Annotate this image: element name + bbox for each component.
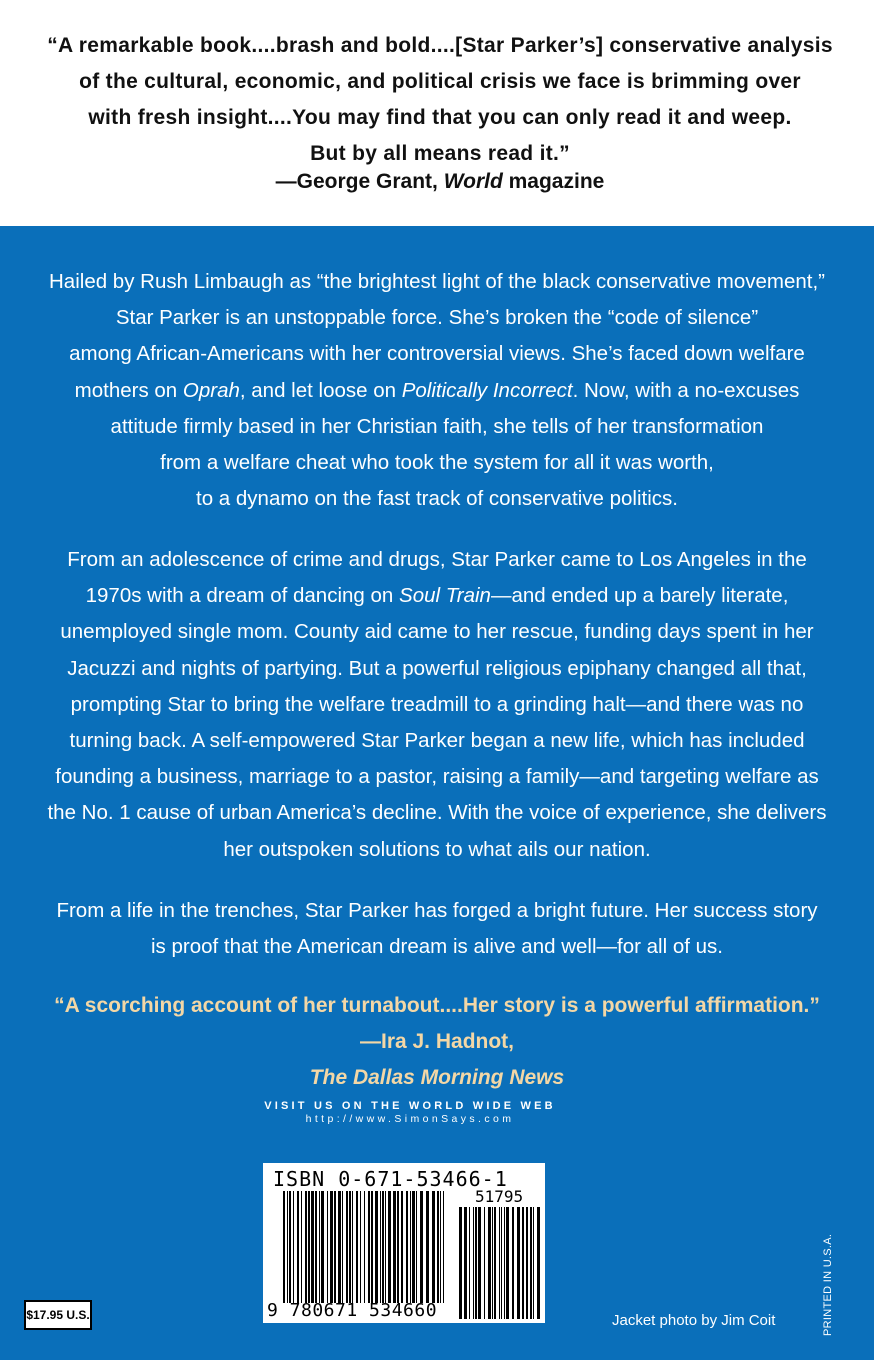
barcode-bar	[406, 1191, 408, 1303]
price-box: $17.95 U.S.	[24, 1300, 92, 1330]
printed-in-usa: PRINTED IN U.S.A.	[822, 1233, 834, 1336]
barcode-bars	[263, 1163, 545, 1323]
barcode-bar	[342, 1191, 343, 1303]
barcode-bar	[321, 1191, 324, 1303]
text-run: , and let loose on	[239, 378, 402, 402]
barcode-bar	[492, 1207, 493, 1319]
barcode-bar	[512, 1207, 514, 1319]
barcode-bar	[504, 1207, 505, 1319]
barcode-bar	[412, 1191, 415, 1303]
text-run: mothers on	[74, 378, 183, 402]
barcode-bar	[380, 1191, 381, 1303]
barcode-bar	[283, 1191, 285, 1303]
text-run: . Now, with a no-excuses	[572, 378, 800, 402]
paragraph-line: turning back. A self-empowered Star Parker began a new life, which has included	[69, 729, 805, 753]
paragraph-line: From a life in the trenches, Star Parker has forged a bright future. Her success story	[56, 899, 818, 922]
paragraph-line: unemployed single mom. County aid came to her rescue, funding days spent in her	[60, 620, 814, 644]
barcode-bar	[499, 1207, 500, 1319]
show-title-oprah: Oprah	[182, 378, 240, 402]
barcode-bar	[346, 1191, 348, 1303]
barcode-bar	[334, 1191, 336, 1303]
barcode-bar	[308, 1191, 310, 1303]
paragraph-line: From an adolescence of crime and drugs, Star Parker came to Los Angeles in the	[67, 548, 807, 571]
barcode-bar	[319, 1191, 320, 1303]
paragraph-line: attitude firmly based in her Christian faith, she tells of her transformation	[110, 414, 764, 438]
paragraph-line: Jacuzzi and nights of partying. But a powerful religious epiphany changed all that,	[67, 656, 807, 680]
paragraph-line: among African-Americans with her controversial views. She’s faced down welfare	[69, 342, 805, 366]
barcode-bar	[356, 1191, 358, 1303]
barcode-bar	[443, 1191, 444, 1303]
attribution-prefix: —Ira J. Hadnot,	[359, 1030, 515, 1053]
text-run: —and ended up a barely literate,	[490, 584, 789, 608]
paragraph-line: her outspoken solutions to what ails our nation.	[223, 837, 651, 861]
barcode-bar	[432, 1191, 435, 1303]
barcode-bar	[287, 1191, 288, 1303]
website-url[interactable]: http://www.SimonSays.com	[305, 1113, 515, 1125]
description-paragraph-2	[20, 542, 854, 868]
paragraph-line: to a dynamo on the fast track of conservative politics.	[196, 487, 678, 511]
barcode-bar	[393, 1191, 396, 1303]
barcode-bar	[382, 1191, 384, 1303]
addon-bars	[459, 1207, 540, 1319]
barcode-bar	[475, 1207, 477, 1319]
barcode-bar	[385, 1191, 386, 1303]
top-quote-line: But by all means read it.”	[310, 142, 570, 165]
barcode-bar	[368, 1191, 370, 1303]
barcode-bar	[289, 1191, 291, 1303]
barcode-bar	[360, 1191, 361, 1303]
barcode-bar	[478, 1207, 481, 1319]
barcode-bar	[533, 1207, 534, 1319]
barcode-bar	[397, 1191, 399, 1303]
paragraph-line: prompting Star to bring the welfare treadmill to a grinding halt—and there was no	[70, 692, 804, 716]
barcode-bar	[305, 1191, 307, 1303]
website-block	[0, 1100, 820, 1125]
top-quote-line: “A remarkable book....brash and bold....[Star Parker’s] conservative analysis	[47, 34, 833, 57]
barcode-bar	[526, 1207, 528, 1319]
right-edge-margin	[874, 226, 880, 1360]
barcode-bar	[437, 1191, 439, 1303]
barcode-bar	[364, 1191, 365, 1303]
description-paragraph-3	[20, 893, 854, 965]
bottom-quote-attribution	[20, 1024, 854, 1096]
barcode-bar	[426, 1191, 429, 1303]
barcode-bar	[330, 1191, 333, 1303]
barcode-bar	[410, 1191, 411, 1303]
barcode-bar	[311, 1191, 314, 1303]
barcode-bar	[293, 1191, 294, 1303]
photo-credit: Jacket photo by Jim Coit	[612, 1312, 776, 1329]
attribution-prefix: —George Grant,	[275, 170, 444, 193]
bottom-quote-line: “A scorching account of her turnabout....Her story is a powerful affirmation.”	[54, 994, 820, 1017]
barcode-bar	[464, 1207, 467, 1319]
barcode-bar	[440, 1191, 441, 1303]
barcode-bar	[484, 1207, 485, 1319]
barcode-bar	[388, 1191, 391, 1303]
barcode-bar	[349, 1191, 351, 1303]
barcode-bar	[459, 1207, 462, 1319]
barcode-bar	[352, 1191, 353, 1303]
barcode-bar	[522, 1207, 524, 1319]
paragraph-line: from a welfare cheat who took the system for all it was worth,	[160, 451, 714, 475]
text-run: 1970s with a dream of dancing on	[85, 584, 400, 608]
top-quote-line: of the cultural, economic, and political crisis we face is brimming over	[79, 70, 801, 93]
barcode-bar	[416, 1191, 417, 1303]
barcode-bar	[501, 1207, 502, 1319]
top-review-section	[0, 0, 880, 226]
barcode-bar	[375, 1191, 378, 1303]
barcode-bar	[469, 1207, 470, 1319]
paragraph-line: the No. 1 cause of urban America’s decline. With the voice of experience, she delivers	[47, 801, 827, 825]
top-review-attribution	[30, 170, 850, 194]
isbn-barcode	[263, 1163, 545, 1323]
barcode-bar	[488, 1207, 491, 1319]
barcode-bar	[327, 1191, 328, 1303]
barcode-bar	[371, 1191, 373, 1303]
attribution-publication: The Dallas Morning News	[309, 1066, 565, 1089]
ean-bars	[283, 1191, 444, 1303]
paragraph-line: founding a business, marriage to a pastor, raising a family—and targeting welfare as	[55, 765, 819, 789]
barcode-bar	[301, 1191, 302, 1303]
paragraph-line	[20, 578, 854, 614]
show-title-politically-incorrect: Politically Incorrect	[401, 378, 573, 402]
attribution-publication: World	[443, 170, 503, 193]
barcode-bar	[494, 1207, 496, 1319]
paragraph-line	[20, 373, 854, 409]
ean-number: 9 780671 534660	[267, 1300, 438, 1321]
description-paragraph-1	[20, 264, 854, 517]
paragraph-line: Star Parker is an unstoppable force. She’s broken the “code of silence”	[115, 306, 759, 330]
isbn-number: ISBN 0-671-53466-1	[273, 1167, 508, 1191]
barcode-bar	[420, 1191, 423, 1303]
barcode-bar	[338, 1191, 341, 1303]
barcode-bar	[530, 1207, 532, 1319]
barcode-bar	[401, 1191, 403, 1303]
barcode-bar	[506, 1207, 509, 1319]
top-review-quote	[30, 28, 850, 172]
show-title-soul-train: Soul Train	[399, 584, 491, 608]
website-heading: VISIT US ON THE WORLD WIDE WEB	[264, 1100, 556, 1112]
paragraph-line: Hailed by Rush Limbaugh as “the brightest light of the black conservative movement,”	[49, 270, 825, 293]
barcode-bar	[315, 1191, 317, 1303]
top-quote-line: with fresh insight....You may find that you can only read it and weep.	[88, 106, 792, 129]
barcode-addon-number: 51795	[475, 1187, 524, 1206]
bottom-review-quote	[20, 988, 854, 1096]
paragraph-line: is proof that the American dream is alive and well—for all of us.	[151, 935, 723, 959]
barcode-bar	[297, 1191, 299, 1303]
barcode-bar	[517, 1207, 520, 1319]
attribution-suffix: magazine	[502, 170, 605, 193]
barcode-bar	[537, 1207, 540, 1319]
barcode-bar	[473, 1207, 474, 1319]
